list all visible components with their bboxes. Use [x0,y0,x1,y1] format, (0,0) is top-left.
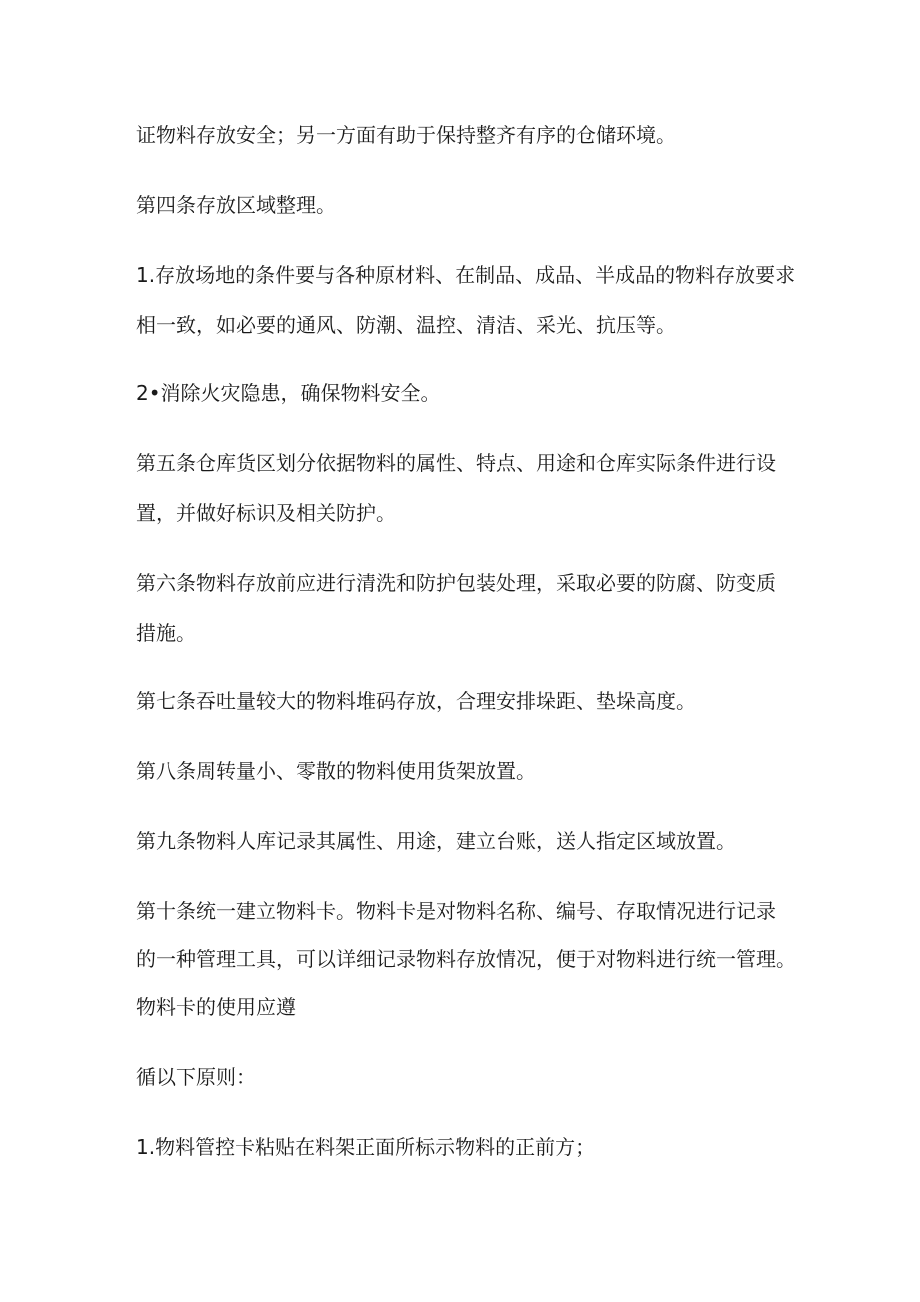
text-line: 第六条物料存放前应进行清洗和防护包装处理，采取必要的防腐、防变质 [136,571,776,595]
text-line: 第十条统一建立物料卡。物料卡是对物料名称、编号、存取情况进行记录 [136,899,776,923]
section-heading: 第四条存放区域整理。 [136,193,336,217]
text-line: 物料卡的使用应遵 [136,995,296,1019]
text-line: 1.存放场地的条件要与各种原材料、在制品、成品、半成品的物料存放要求 [136,263,796,287]
text-line: 循以下原则： [136,1065,256,1089]
text-line: 相一致，如必要的通风、防潮、温控、清洁、采光、抗压等。 [136,313,676,337]
text-line: 措施。 [136,621,196,645]
text-line: 第五条仓库货区划分依据物料的属性、特点、用途和仓库实际条件进行设 [136,451,776,475]
text-line: 第七条吞吐量较大的物料堆码存放，合理安排垛距、垫垛高度。 [136,689,696,713]
text-line: 第八条周转量小、零散的物料使用货架放置。 [136,759,536,783]
text-line: 证物料存放安全；另一方面有助于保持整齐有序的仓储环境。 [136,123,676,147]
text-line: 的一种管理工具，可以详细记录物料存放情况，便于对物料进行统一管理。 [136,947,796,971]
text-line: 置，并做好标识及相关防护。 [136,501,396,525]
text-line: 2•消除火灾隐患，确保物料安全。 [136,381,441,405]
text-line: 第九条物料人库记录其属性、用途，建立台账，送人指定区域放置。 [136,829,736,853]
text-line: 1.物料管控卡粘贴在料架正面所标示物料的正前方； [136,1135,596,1159]
